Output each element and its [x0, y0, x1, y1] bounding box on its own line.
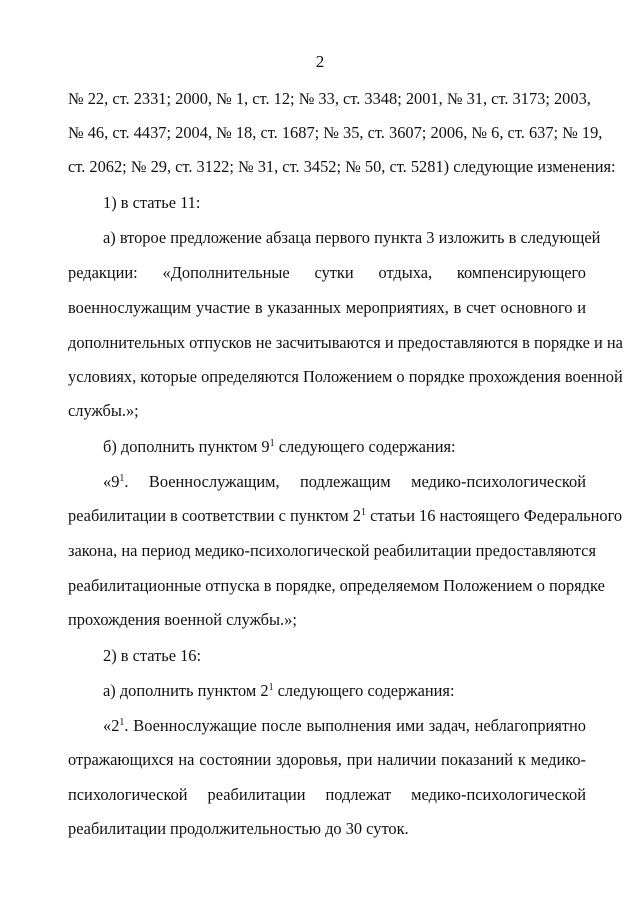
paragraph-line: № 46, ст. 4437; 2004, № 18, ст. 1687; № 35, ст. 3607; 2006, № 6, ст. 637; № 19, [68, 123, 603, 142]
paragraph-line: а) второе предложение абзаца первого пункта 3 изложить в следующей [103, 228, 601, 247]
paragraph-line: прохождения военной службы.»; [68, 610, 297, 629]
paragraph-line: условиях, которые определяются Положением о порядке прохождения военной [68, 367, 623, 386]
superscript: 1 [269, 438, 275, 449]
paragraph-line: службы.»; [68, 401, 139, 420]
line-part: б) дополнить пунктом 9 [103, 437, 270, 456]
paragraph-line [68, 506, 623, 526]
paragraph-line: 1) в статье 11: [103, 193, 201, 212]
paragraph-line [103, 716, 586, 736]
paragraph-line: дополнительных отпусков не засчитываются и предоставляются в порядке и на [68, 333, 623, 352]
superscript: 1 [119, 717, 125, 728]
paragraph-line: психологической реабилитации подлежат медико-психологической [68, 785, 586, 804]
paragraph-line: реабилитации продолжительностью до 30 суток. [68, 819, 409, 838]
paragraph-line: редакции: «Дополнительные сутки отдыха, компенсирующего [68, 263, 586, 282]
superscript: 1 [360, 507, 366, 518]
paragraph-line [103, 437, 586, 457]
line-part: . Военнослужащим, подлежащим медико-психологической [124, 472, 586, 491]
paragraph-line: 2) в статье 16: [103, 646, 202, 665]
superscript: 1 [268, 682, 274, 693]
line-part: а) дополнить пунктом 2 [103, 681, 269, 700]
paragraph-line [103, 472, 586, 492]
line-part: следующего содержания: [274, 437, 456, 456]
paragraph-line: военнослужащим участие в указанных мероприятиях, в счет основного и [68, 298, 586, 317]
paragraph-line [103, 681, 586, 701]
line-part: . Военнослужащие после выполнения ими задач, неблагоприятно [124, 716, 586, 735]
paragraph-line: реабилитационные отпуска в порядке, определяемом Положением о порядке [68, 576, 605, 595]
line-part: реабилитации в соответствии с пунктом 2 [68, 506, 361, 525]
page-number: 2 [315, 52, 325, 71]
line-part: следующего содержания: [273, 681, 455, 700]
paragraph-line: отражающихся на состоянии здоровья, при наличии показаний к медико- [68, 750, 586, 769]
paragraph-line: № 22, ст. 2331; 2000, № 1, ст. 12; № 33, ст. 3348; 2001, № 31, ст. 3173; 2003, [68, 89, 591, 108]
line-part: «9 [103, 472, 120, 491]
superscript: 1 [119, 473, 125, 484]
paragraph-line: закона, на период медико-психологической реабилитации предоставляются [68, 541, 596, 560]
paragraph-line: ст. 2062; № 29, ст. 3122; № 31, ст. 3452; № 50, ст. 5281) следующие изменения: [68, 157, 616, 176]
line-part: «2 [103, 716, 120, 735]
line-part: статьи 16 настоящего Федерального [365, 506, 623, 525]
